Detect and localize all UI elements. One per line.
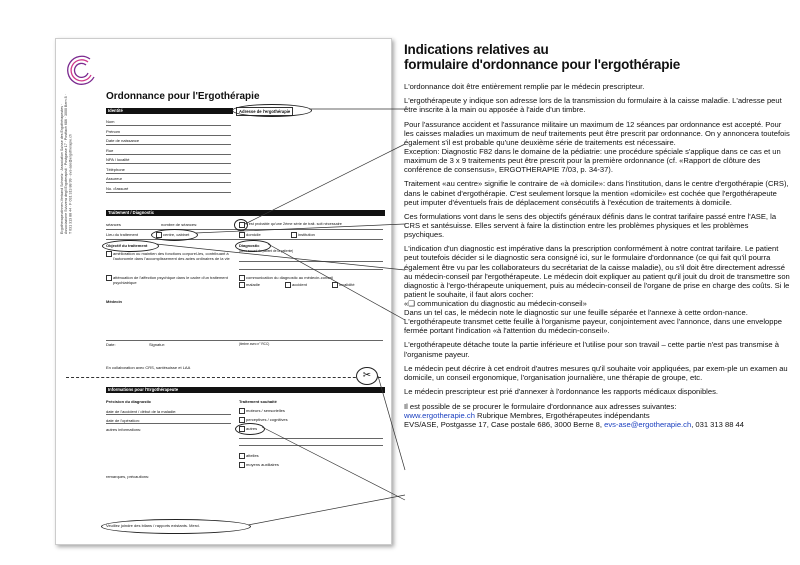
cause-illness-checkbox[interactable]	[239, 282, 245, 288]
doctor-label: Médecin	[106, 299, 123, 304]
series-ellipse	[234, 219, 248, 231]
identity-field-label: Rue	[106, 147, 114, 153]
identity-field-label: No. d'assuré	[106, 185, 129, 191]
cause-invalidity-label: invalidité	[339, 282, 355, 287]
notes-paragraph: Le médecin peut décrire à cet endroit d'autres mesures qu'il souhaite voir appliquées, par exem-ple un examen au domicile, un conseil ergonomique, l'organisation journalière, une thérapie de groupe, etc.	[404, 363, 788, 382]
identity-field-label: Téléphone	[106, 166, 125, 172]
instructions-column	[404, 42, 790, 429]
identity-field-label: Date de naissance	[106, 138, 140, 143]
email-link[interactable]: evs-ase@ergotherapie.ch	[604, 419, 692, 429]
splints-checkbox[interactable]	[239, 453, 245, 459]
notes-paragraph: L'ergothérapeute y indique son adresse lors de la transmission du formulaire à la caisse maladie. L'adresse peut être inscrite à la main ou apposée à l'aide d'un timbre.	[404, 96, 782, 115]
objective-psychic-checkbox[interactable]	[106, 275, 112, 281]
identity-field-line[interactable]	[106, 163, 231, 164]
info-header: Informations pour l'Ergothérapeute	[106, 387, 385, 393]
identity-field-line[interactable]	[106, 144, 231, 145]
objective-physical-checkbox[interactable]	[106, 251, 112, 257]
place-institution-checkbox[interactable]	[291, 232, 297, 238]
other-info-label: autres informations:	[106, 427, 142, 432]
place-institution-label: institution	[298, 232, 315, 237]
identity-field-label: Nom	[106, 119, 115, 124]
motor-checkbox[interactable]	[239, 408, 245, 414]
notes-paragraph: Traitement «au centre» signifie le contraire de «à domicile»: dans l'institution, dans le centre d'ergothérapie (CRS), dans le cabinet d'ergothérapie. C'est seulement lorsque la mention «domicile» est cochée que l'ergothérapeute peut imputer d'éventuels frais de déplacement consécutifs à l'exécution de traitements à domicile.	[404, 179, 789, 207]
place-home-label: domicile	[246, 232, 261, 237]
communication-checkbox[interactable]	[239, 275, 245, 281]
attach-reports-note: Veuillez joindre des bilans / rapports existants. Merci.	[106, 523, 201, 528]
date-label: Date:	[106, 342, 116, 347]
remarks-label: remarques, précautions:	[106, 474, 150, 479]
contact-block	[404, 402, 790, 429]
other-label: autres	[246, 426, 258, 431]
objective-header: Objectif du traitement	[106, 243, 148, 248]
communication-label: communication du diagnostic au médecin-conseil	[246, 275, 334, 280]
notes-paragraph: Le médecin prescripteur est prié d'annexer à l'ordonnance les rapports médicaux disponibles.	[404, 387, 718, 397]
identity-field-line[interactable]	[106, 173, 231, 174]
cause-accident-checkbox[interactable]	[285, 282, 291, 288]
notes-paragraph: L'ordonnance doit être entièrement remplie par le médecin prescripteur.	[404, 82, 645, 91]
prescription-form	[55, 38, 392, 545]
diagnosis-ellipse	[235, 240, 271, 252]
attach-ellipse	[101, 519, 251, 534]
identity-field-line[interactable]	[106, 154, 231, 155]
cause-invalidity-checkbox[interactable]	[332, 282, 338, 288]
identity-field-line[interactable]	[106, 135, 231, 136]
notes-title-line2: formulaire d'ordonnance pour l'ergothérapie	[404, 57, 681, 72]
perceptive-checkbox[interactable]	[239, 417, 245, 423]
ergotherapy-logo-icon	[64, 53, 100, 89]
notes-paragraph: L'ergothérapeute détache toute la partie inférieure et l'utilise pour son travail – cette partie n'est pas transmise à l'organisme payeur.	[404, 340, 779, 359]
form-title: Ordonnance pour l'Ergothérapie	[106, 91, 260, 102]
place-center-label: centre, cabinet	[163, 232, 190, 237]
sessions-label: séances	[106, 222, 121, 227]
contact-intro: Il est possible de se procurer le formulaire d'ordonnance aux adresses suivantes:	[404, 401, 677, 411]
objective-physical-label: amélioration ou maintien des fonctions corporel-les, contribuant à l'autonomie dans l'accomplissement des actes ordinaires de la vie	[113, 251, 230, 261]
identity-field-label: Prénom	[106, 128, 121, 134]
notes-paragraphs	[404, 82, 790, 396]
place-home-checkbox[interactable]	[239, 232, 245, 238]
diagnosis-precision-title: Précision du diagnostic	[106, 399, 152, 404]
desired-treatment-title: Traitement souhaité	[239, 399, 277, 404]
objective-ellipse	[102, 240, 159, 252]
accident-date-label: date de l'accident / début de la maladie:	[106, 409, 177, 414]
notes-title-line1: Indications relatives au	[404, 42, 549, 57]
cause-illness-label: maladie	[246, 282, 261, 287]
signature-label: Signatur:	[149, 342, 166, 347]
objective-psychic-label: atténuation de l'affection psychique dans le cadre d'un traitement psychiatrique	[113, 275, 228, 285]
place-label: Lieu du traitement	[106, 232, 139, 237]
splints-label: attelles	[246, 453, 259, 458]
aids-label: moyens auxiliaires	[246, 462, 279, 467]
identity-field-line[interactable]	[106, 192, 231, 193]
identity-field-label: Assureur	[106, 176, 123, 181]
sessions-number-label: nombre de séances:	[161, 222, 198, 227]
notes-paragraph: Ces formulations vont dans le sens des objectifs généraux définis dans le contrat tarifaire passé entre l'ASE, la CRS et santésuisse. Elles servent à faire la distinction entre les problèmes physiques et les problèmes psychiques.	[404, 211, 777, 240]
cause-accident-label: accident	[292, 282, 307, 287]
contact-address: EVS/ASE, Postgasse 17, Case postale 686, 3000 Berne 8,	[404, 419, 605, 429]
identity-field-line[interactable]	[106, 182, 231, 183]
identity-header: Identité	[106, 108, 233, 114]
cut-line	[66, 377, 381, 378]
contact-phone: , 031 313 88 44	[691, 419, 744, 429]
diagnosis-label: Diagnostic	[239, 243, 260, 248]
identity-field-line[interactable]	[106, 125, 231, 126]
second-series-label: il est probable qu'une 2ème série de trait. soit nécessaire	[246, 222, 342, 226]
address-box-label: Adresse de l'ergothérapie	[236, 107, 293, 116]
aids-checkbox[interactable]	[239, 462, 245, 468]
diagnosis-note: (avec accord du patient de la patiente)	[239, 249, 294, 253]
address-ellipse	[232, 104, 312, 117]
other-ellipse	[235, 423, 265, 435]
stamp-note: (timbre avec n° RCC)	[239, 342, 270, 346]
motor-label: moteurs / sensorielles	[246, 408, 285, 413]
perceptive-label: perceptives / cognitives	[246, 417, 288, 422]
operation-date-label: date de l'opération:	[106, 418, 140, 423]
place-ellipse	[151, 229, 198, 241]
notes-paragraph: Pour l'assurance accident et l'assurance militaire un maximum de 12 séances par ordonnance est accepté. Pour les caisses maladies un maximum de neuf traitements peut être prescrit par ordonnance. On y annoncera toutefois également s'il est probable qu'une deuxième série de traitements est nécessaire. Exception: Diagnostic F82 dans le domaine de la pédiatrie: une procédure spéciale s'applique dans ce cas et un maximum de 3 x 9 traitements peut être prescrit pour la première ordonnance (cf. «Rapport de clôture des conférence de consensus», ERGOTHERAPIE 7/03, p. 34-37).	[404, 119, 790, 175]
association-address: Ergotherapeutinnen-Verband Schweiz · Association Suisse des Ergothérapeutes · Associazione Svizzera degli Ergoterapisti · Postgasse 17 · Postfach 686 · 3000 Bern 8 · T 031 313 88 44 · F 031 313 88 99 · evs-ase@ergotherapie.ch	[60, 94, 73, 234]
notes-paragraph: L'indication d'un diagnostic est impérative dans la prescription conformément à notre contrat tarifaire. Le patient peut toutefois décider si le diagnostic sera consigné ici, sur le formulaire d'ordonnance (ce qui fait qu'il pourra également être vu par les collaborateurs du secrétariat de la caisse maladie), ou s'il doit être directement adressé au médecin-conseil par l'ergothérapeute. Le médecin doit expliquer au patient qu'il jouit du droit de transmettre son diagnostic à l'ergo-thérapeute uniquement, puis au médecin-conseil de l'organe de prise en charge des coûts. Si le patient le souhaite, il faut alors cocher: «❑ communication du diagnostic au médecin-conseil» Dans un tel cas, le médecin note le diagnostic sur une feuille séparée et l'annexe à cette ordon-nance. L'ergothérapeute transmet cette feuille à l'organisme payeur, conjointement avec l'annonce, dans une enveloppe fermée portant l'indication «à l'attention du médecin-conseil».	[404, 244, 790, 336]
identity-field-label: NPA / localité	[106, 157, 130, 162]
website-link[interactable]: www.ergotherapie.ch	[404, 410, 475, 420]
website-link-rest: Rubrique Membres, Ergothérapeutes indépendants	[474, 410, 650, 420]
collaboration-note: En collaboration avec CRS, santésuisse et LAA	[106, 365, 191, 370]
scissors-icon: ✂	[356, 367, 378, 385]
treatment-header: Traitement / Diagnostic	[106, 210, 385, 216]
